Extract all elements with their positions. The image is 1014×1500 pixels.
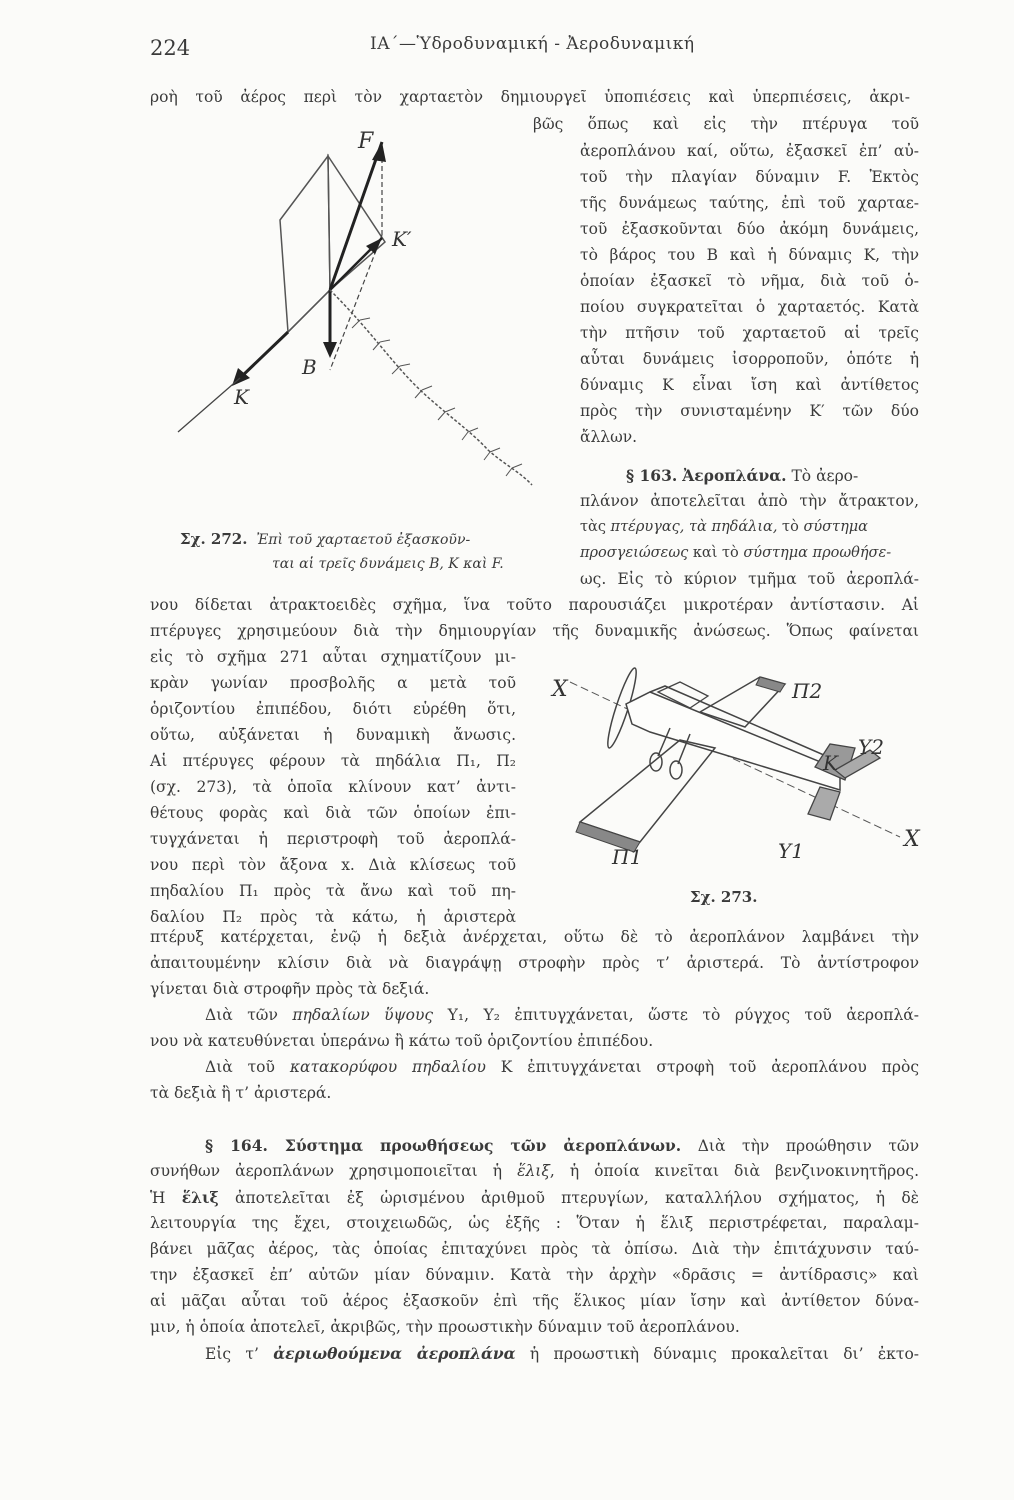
line-42-c: ἀποτελεῖται ἐξ ὡρισμένου ἀριθμοῦ πτερυγίων, καταλλήλου σχήματος, ἡ δὲ <box>218 1189 919 1207</box>
line-38-b: κατακορύφου πηδαλίου <box>289 1058 486 1076</box>
line-33: πτέρυξ κατέρχεται, ἐνῷ ἡ δεξιὰ ἀνέρχεται, οὕτω δὲ τὸ ἀεροπλάνον λαμβάνει τὴν <box>150 928 919 946</box>
line-48-a: Εἰς τ’ <box>205 1345 274 1363</box>
line-38 <box>205 1060 919 1076</box>
line-11: αὗται δυνάμεις ἰσορροποῦν, ὁπότε ἡ <box>580 350 919 368</box>
line-30: νου περὶ τὸν ἄξονα x. Διὰ κλίσεως τοῦ <box>150 856 516 874</box>
line-31: πηδαλίου Π₁ πρὸς τὰ ἄνω καὶ τοῦ πη- <box>150 882 516 900</box>
label-K: K <box>234 385 249 409</box>
line-43: λειτουργία της ἔχει, στοιχειωδῶς, ὡς ἑξῆς : Ὅταν ἡ ἕλιξ περιστρέφεται, παραλαμ- <box>150 1214 919 1232</box>
line-17-b: πτέρυγας, τὰ πηδάλια, <box>610 519 778 535</box>
line-39: τὰ δεξιὰ ἢ τ’ ἀριστερά. <box>150 1084 332 1102</box>
running-title: ΙΑ΄—Ὑδροδυναμική - Ἀεροδυναμική <box>370 34 695 54</box>
line-48-c: ἡ προωστικὴ δύναμις προκαλεῖται δι’ ἐκτο- <box>515 1345 920 1363</box>
line-38-a: Διὰ τοῦ <box>205 1058 290 1076</box>
line-24: ὁριζοντίου ἐπιπέδου, διότι εὑρέθη ὅτι, <box>150 700 516 718</box>
line-18-a: προσγειώσεως <box>580 545 689 561</box>
label-K-prime: K′ <box>392 227 412 251</box>
section-164-heading <box>205 1138 919 1155</box>
line-6: τοῦ ἐξασκοῦνται δύο ἀκόμη δυνάμεις, <box>580 220 919 238</box>
figure-273-caption <box>690 888 757 906</box>
line-10: τὴν πτῆσιν τοῦ χαρταετοῦ αἱ τρεῖς <box>580 324 919 342</box>
line-16: πλάνον ἀποτελεῖται ἀπὸ τὴν ἄτρακτον, <box>580 492 919 510</box>
line-18 <box>580 546 919 561</box>
line-1: ροὴ τοῦ ἀέρος περὶ τὸν χαρταετὸν δημιουργεῖ ὑποπιέσεις καὶ ὑπερπιέσεις, ἀκρι- <box>150 88 910 106</box>
line-5: τῆς δυνάμεως ταύτης, ἐπὶ τοῦ χαρταε- <box>580 194 919 212</box>
line-3: ἀεροπλάνου καί, οὕτω, ἐξασκεῖ ἐπ’ αὐ- <box>580 142 919 160</box>
line-2: βῶς ὅπως καὶ εἰς τὴν πτέρυγα τοῦ <box>533 115 919 133</box>
label-P2: Π2 <box>792 679 823 703</box>
line-9: ποίου συγκρατεῖται ὁ χαρταετός. Κατὰ <box>580 298 919 316</box>
line-46: αἱ μᾶζαι αὗται τοῦ ἀέρος ἐξασκοῦν ἐπὶ τῆς ἕλικος μίαν ἴσην καὶ ἀντίθετον δύνα- <box>150 1292 919 1310</box>
line-26: Αἱ πτέρυγες φέρουν τὰ πηδάλια Π₁, Π₂ <box>150 752 516 770</box>
line-17 <box>580 520 919 535</box>
label-F: F <box>358 129 374 154</box>
section-163-title: Ἀεροπλάνα. <box>682 466 787 485</box>
figure-272-caption-1: Ἐπὶ τοῦ χαρταετοῦ ἐξασκοῦν- <box>256 532 471 548</box>
line-8: ὁποίαν ἐξασκεῖ τὸ νῆμα, διὰ τοῦ ὁ- <box>580 272 919 290</box>
line-14: ἄλλων. <box>580 428 638 446</box>
label-Y2: Y2 <box>858 735 884 759</box>
line-47: μιν, ἡ ὁποία ἀποτελεῖ, ἀκριβῶς, τὴν προωστικὴν δύναμιν τοῦ ἀεροπλάνου. <box>150 1318 740 1336</box>
figure-272-number: Σχ. 272. <box>180 530 248 548</box>
figure-273-number: Σχ. 273. <box>690 888 758 906</box>
line-18-c: σύστημα προωθήσε- <box>743 545 892 561</box>
line-37: νου νὰ κατευθύνεται ὑπεράνω ἢ κάτω τοῦ ὁριζοντίου ἐπιπέδου. <box>150 1032 654 1050</box>
section-163-number: § 163. <box>626 466 678 485</box>
line-32: δαλίου Π₂ πρὸς τὰ κάτω, ἡ ἀριστερὰ <box>150 908 516 926</box>
section-164-start: Διὰ τὴν προώθησιν τῶν <box>681 1137 919 1155</box>
line-7: τὸ βάρος του Β καὶ ἡ δύναμις Κ, τὴν <box>580 246 919 264</box>
line-23: κρὰν γωνίαν προσβολῆς α μετὰ τοῦ <box>150 674 516 692</box>
line-17-a: τὰς <box>580 519 611 535</box>
line-21: πτέρυγες χρησιμεύουν διὰ τὴν δημιουργίαν τῆς δυναμικῆς ἀνώσεως. Ὅπως φαίνεται <box>150 622 919 640</box>
line-41 <box>150 1164 919 1180</box>
line-36-b: πηδαλίων ὕψους <box>292 1006 434 1024</box>
section-163-start: Τὸ ἀερο- <box>791 467 859 485</box>
line-28: θέτους φορὰς καὶ διὰ τῶν ὁποίων ἐπι- <box>150 804 516 822</box>
line-36-c: Y₁, Y₂ ἐπιτυγχάνεται, ὥστε τὸ ρύγχος τοῦ ἀεροπλά- <box>433 1006 920 1024</box>
line-22: εἰς τὸ σχῆμα 271 αὗται σχηματίζουν μι- <box>150 648 516 666</box>
line-19: ως. Εἰς τὸ κύριον τμῆμα τοῦ ἀεροπλά- <box>580 570 919 588</box>
line-41-c: , ἡ ὁποία κινεῖται διὰ βενζινοκινητῆρος. <box>549 1162 919 1180</box>
line-35: γίνεται διὰ στροφῆν πρὸς τὰ δεξιά. <box>150 980 430 998</box>
line-44: βάνει μᾶζας ἀέρος, τὰς ὁποίας ἐπιταχύνει πρὸς τὰ ὀπίσω. Διὰ τὴν ἐπιτάχυνσιν ταύ- <box>150 1240 919 1258</box>
label-B: B <box>302 355 317 379</box>
figure-273-airplane <box>540 652 940 912</box>
figure-272-kite <box>170 120 570 520</box>
label-x-rear: X <box>904 827 920 852</box>
line-17-c: τὸ <box>777 519 804 535</box>
line-4: τοῦ τὴν πλαγίαν δύναμιν F. Ἐκτὸς <box>580 168 919 186</box>
line-41-b: ἕλιξ <box>517 1162 550 1180</box>
page-number: 224 <box>150 36 191 60</box>
line-12: δύναμις Κ εἶναι ἴση καὶ ἀντίθετος <box>580 376 919 394</box>
label-K-rudder: K <box>823 751 838 775</box>
figure-272-caption-line-1 <box>180 530 470 548</box>
line-17-d: σύστημα <box>803 519 868 535</box>
line-41-a: συνήθων ἀεροπλάνων χρησιμοποιεῖται ἡ <box>150 1162 518 1180</box>
line-42-b: ἕλιξ <box>181 1188 219 1207</box>
section-164-title: § 164. Σύστημα προωθήσεως τῶν ἀεροπλάνων. <box>205 1136 682 1155</box>
line-27: (σχ. 273), τὰ ὁποῖα κλίνουν κατ’ ἀντι- <box>150 778 516 796</box>
line-34: ἀπαιτουμένην κλίσιν διὰ νὰ διαγράψῃ στροφὴν πρὸς τ’ ἀριστερά. Τὸ ἀντίστροφον <box>150 954 919 972</box>
figure-272-caption-2: ται αἱ τρεῖς δυνάμεις Β, Κ καὶ F. <box>272 556 504 572</box>
line-25: οὕτω, αὐξάνεται ἡ δυναμικὴ ἄνωσις. <box>150 726 516 744</box>
line-42 <box>150 1190 919 1207</box>
line-29: τυγχάνεται ἡ περιστροφὴ τοῦ ἀεροπλά- <box>150 830 516 848</box>
line-36 <box>205 1008 919 1024</box>
line-38-c: Κ ἐπιτυγχάνεται στροφὴ τοῦ ἀεροπλάνου πρὸς <box>485 1058 919 1076</box>
line-36-a: Διὰ τῶν <box>205 1006 293 1024</box>
label-Y1: Y1 <box>778 839 804 863</box>
label-x-front: X <box>552 677 568 702</box>
section-163-heading <box>626 468 858 485</box>
line-18-b: καὶ τὸ <box>688 545 744 561</box>
label-P1: Π1 <box>612 845 643 869</box>
line-48-b: ἀεριωθούμενα ἀεροπλάνα <box>273 1344 516 1363</box>
line-13: πρὸς τὴν συνισταμένην Κ′ τῶν δύο <box>580 402 919 420</box>
line-42-a: Ἡ <box>150 1189 182 1207</box>
line-48 <box>205 1346 919 1363</box>
line-20: νου δίδεται ἀτρακτοειδὲς σχῆμα, ἵνα τοῦτο παρουσιάζει μικροτέραν ἀντίστασιν. Αἱ <box>150 596 919 614</box>
line-45: την ἐξασκεῖ ἐπ’ αὐτῶν μίαν δύναμιν. Κατὰ τὴν ἀρχὴν «δρᾶσις = ἀντίδρασις» καὶ <box>150 1266 919 1284</box>
